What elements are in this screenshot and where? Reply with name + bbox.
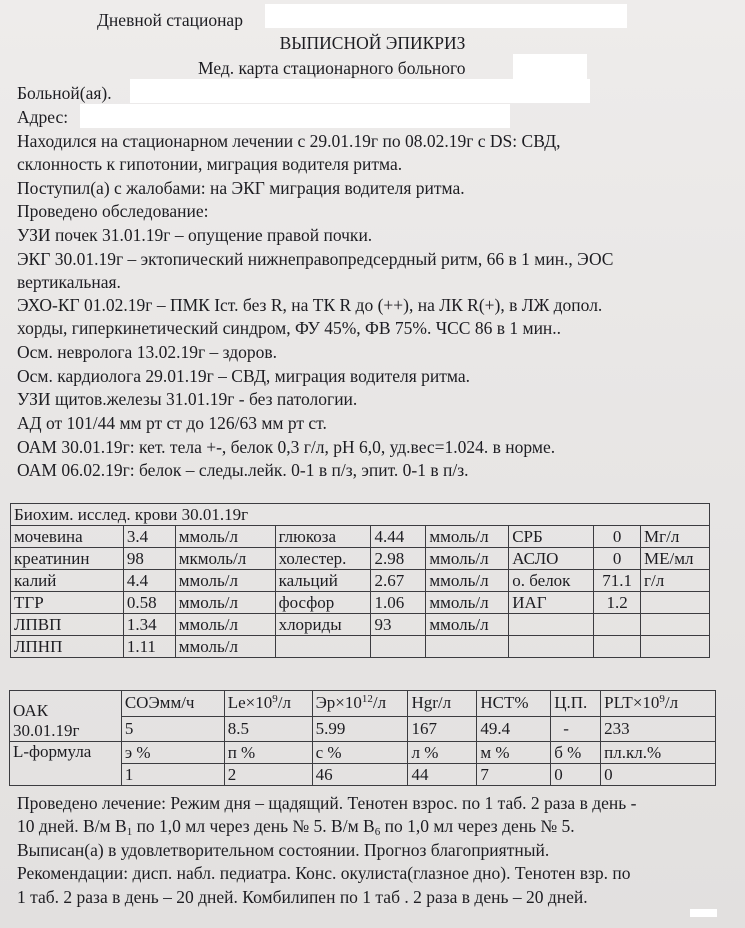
table-cell: 1.11 bbox=[123, 636, 175, 658]
redaction-corner bbox=[690, 909, 717, 917]
ecg-line-2: вертикальная. bbox=[17, 272, 121, 292]
table-cell: 44 bbox=[408, 764, 477, 786]
table-cell: кальций bbox=[275, 570, 371, 592]
table-cell: СРБ bbox=[509, 526, 594, 548]
table-cell: ТГР bbox=[11, 592, 124, 614]
recommendations-line-1: Рекомендации: дисп. набл. педиатра. Конс. окулиста(глазное дно). Тенотен взр. по bbox=[17, 863, 631, 883]
table-cell: 1.34 bbox=[123, 614, 175, 636]
table-cell: ИАГ bbox=[509, 592, 594, 614]
treatment-line-2-c: по 1,0 мл через день № 5. bbox=[380, 816, 575, 836]
table-cell: 46 bbox=[312, 764, 408, 786]
table-cell bbox=[426, 636, 509, 658]
treatment-line-2-a: 10 дней. В/м В bbox=[17, 816, 127, 836]
header-cp: Ц.П. bbox=[551, 691, 601, 717]
table-cell: 233 bbox=[601, 716, 716, 742]
table-cell: хлориды bbox=[275, 614, 371, 636]
table-cell: ммоль/л bbox=[175, 570, 275, 592]
stay-line-2: склонность к гипотонии, миграция водителя ритма. bbox=[17, 154, 403, 174]
urinalysis-line-2: ОАМ 06.02.19г: белок – следы.лейк. 0-1 в п/з, эпит. 0-1 в п/з. bbox=[17, 460, 469, 480]
table-cell: 8.5 bbox=[224, 716, 312, 742]
table-row bbox=[11, 570, 710, 592]
exam-header: Проведено обследование: bbox=[17, 201, 209, 221]
table-cell: ммоль/л bbox=[426, 526, 509, 548]
table-cell bbox=[509, 614, 594, 636]
oak-label: ОАК bbox=[13, 701, 49, 720]
redaction-patient-name bbox=[130, 79, 590, 103]
header-plt-unit: /л bbox=[664, 693, 679, 713]
biochemistry-table bbox=[10, 503, 710, 658]
table-row bbox=[11, 614, 710, 636]
treatment-line-2 bbox=[17, 816, 575, 836]
medical-card-label: Мед. карта стационарного больного bbox=[198, 58, 466, 78]
table-cell: МЕ/мл bbox=[641, 548, 710, 570]
table-cell: 1.06 bbox=[371, 592, 426, 614]
table-cell: пл.кл.% bbox=[601, 742, 716, 764]
header-le-unit: /л bbox=[277, 693, 291, 713]
table-cell: ммоль/л bbox=[175, 614, 275, 636]
kidney-ultrasound-line: УЗИ почек 31.01.19г – опущение правой почки. bbox=[17, 225, 373, 245]
header-hgr: Hgr/л bbox=[408, 691, 477, 717]
table-cell: ммоль/л bbox=[426, 614, 509, 636]
oak-label-cell bbox=[10, 691, 122, 742]
table-cell: г/л bbox=[641, 570, 710, 592]
cardiologist-line: Осм. кардиолога 29.01.19г – СВД, миграция водителя ритма. bbox=[17, 366, 471, 386]
institution-name: Дневной стационар bbox=[97, 10, 243, 30]
header-plt bbox=[601, 691, 716, 717]
table-cell bbox=[641, 614, 710, 636]
table-cell: - bbox=[551, 716, 601, 742]
table-cell bbox=[594, 636, 641, 658]
table-cell: ммоль/л bbox=[426, 570, 509, 592]
header-hct: НСТ% bbox=[477, 691, 551, 717]
table-cell: 7 bbox=[477, 764, 551, 786]
recommendations-line-2: 1 таб. 2 раза в день – 20 дней. Комбилипен по 1 таб . 2 раза в день – 20 дней. bbox=[17, 887, 588, 907]
table-cell: ЛПВП bbox=[11, 614, 124, 636]
table-cell: Мг/л bbox=[641, 526, 710, 548]
header-plt-exp: 9 bbox=[659, 693, 665, 706]
table-cell: 71.1 bbox=[594, 570, 641, 592]
table-cell: 0.58 bbox=[123, 592, 175, 614]
table-cell: 5 bbox=[121, 716, 224, 742]
patient-name-label: Больной(ая). bbox=[17, 83, 112, 103]
table-cell: 1.2 bbox=[594, 592, 641, 614]
table-cell: 49.4 bbox=[477, 716, 551, 742]
table-cell: ммоль/л bbox=[426, 548, 509, 570]
thyroid-line: УЗИ щитов.железы 31.01.19г - без патологии. bbox=[17, 389, 358, 409]
treatment-sub-2: 6 bbox=[374, 826, 381, 838]
address-label: Адрес: bbox=[17, 107, 69, 127]
table-cell: п % bbox=[224, 742, 312, 764]
table-cell: о. белок bbox=[509, 570, 594, 592]
complaints-line: Поступил(а) с жалобами: на ЭКГ миграция водителя ритма. bbox=[17, 178, 465, 198]
table-cell: ммоль/л bbox=[426, 592, 509, 614]
table-cell: холестер. bbox=[275, 548, 371, 570]
header-er-text: Эр×10 bbox=[315, 693, 362, 713]
table-cell: ммоль/л bbox=[175, 636, 275, 658]
table-cell: 0 bbox=[594, 526, 641, 548]
table-cell: м % bbox=[477, 742, 551, 764]
table-cell: креатинин bbox=[11, 548, 124, 570]
table-cell: ммоль/л bbox=[175, 526, 275, 548]
table-cell: ммоль/л bbox=[175, 592, 275, 614]
table-cell: 2 bbox=[224, 764, 312, 786]
neurologist-line: Осм. невролога 13.02.19г – здоров. bbox=[17, 342, 278, 362]
table-cell: 2.67 bbox=[371, 570, 426, 592]
table-cell bbox=[509, 636, 594, 658]
table-cell: 98 bbox=[123, 548, 175, 570]
table-cell bbox=[641, 636, 710, 658]
stay-line-1: Находился на стационарном лечении с 29.01.19г по 08.02.19г с DS: СВД, bbox=[17, 131, 561, 151]
table-cell: АСЛО bbox=[509, 548, 594, 570]
table-cell: 4.4 bbox=[123, 570, 175, 592]
treatment-line-2-b: по 1,0 мл через день № 5. В/м В bbox=[132, 816, 375, 836]
table-cell: калий bbox=[11, 570, 124, 592]
header-le bbox=[224, 691, 312, 717]
table-row bbox=[11, 592, 710, 614]
table-cell: л % bbox=[408, 742, 477, 764]
echo-line-1: ЭХО-КГ 01.02.19г – ПМК Iст. без R, на ТК R до (++), на ЛК R(+), в ЛЖ допол. bbox=[17, 295, 603, 315]
table-cell: 2.98 bbox=[371, 548, 426, 570]
formula-label: L-формула bbox=[10, 742, 122, 786]
redaction-address bbox=[80, 104, 510, 128]
header-soe: СОЭмм/ч bbox=[121, 691, 224, 717]
table-cell: глюкоза bbox=[275, 526, 371, 548]
document-title: ВЫПИСНОЙ ЭПИКРИЗ bbox=[279, 33, 466, 53]
table-cell: 3.4 bbox=[123, 526, 175, 548]
treatment-line-1: Проведено лечение: Режим дня – щадящий. Тенотен взрос. по 1 таб. 2 раза в день - bbox=[17, 793, 637, 813]
header-le-exp: 9 bbox=[272, 693, 278, 706]
biochemistry-title-row bbox=[11, 504, 710, 526]
discharge-line: Выписан(а) в удовлетворительном состоянии. Прогноз благоприятный. bbox=[17, 840, 550, 860]
table-cell: 167 bbox=[408, 716, 477, 742]
table-cell: ЛПНП bbox=[11, 636, 124, 658]
header-er-exp: 12 bbox=[361, 693, 373, 706]
header-le-text: Le×10 bbox=[227, 693, 273, 713]
table-cell bbox=[594, 614, 641, 636]
table-cell: б % bbox=[551, 742, 601, 764]
table-cell: 1 bbox=[121, 764, 224, 786]
header-plt-text: PLT×10 bbox=[604, 693, 660, 713]
treatment-sub-1: 1 bbox=[126, 826, 133, 838]
table-row bbox=[10, 742, 716, 764]
oak-date: 30.01.19г bbox=[13, 721, 80, 740]
table-row bbox=[10, 691, 716, 717]
urinalysis-line-1: ОАМ 30.01.19г: кет. тела +-, белок 0,3 г/л, pH 6,0, уд.вес=1.024. в норме. bbox=[17, 437, 556, 457]
header-er bbox=[312, 691, 408, 717]
table-row bbox=[11, 636, 710, 658]
header-er-unit: /л bbox=[372, 693, 387, 713]
redaction-card-number bbox=[513, 54, 587, 80]
table-cell: мочевина bbox=[11, 526, 124, 548]
table-cell: 93 bbox=[371, 614, 426, 636]
ecg-line-1: ЭКГ 30.01.19г – эктопический нижнеправопредсердный ритм, 66 в 1 мин., ЭОС bbox=[17, 249, 614, 269]
redaction-institution bbox=[265, 4, 627, 28]
table-cell: 0 bbox=[601, 764, 716, 786]
table-cell: 4.44 bbox=[371, 526, 426, 548]
table-cell: фосфор bbox=[275, 592, 371, 614]
blood-pressure-line: АД от 101/44 мм рт ст до 126/63 мм рт ст. bbox=[17, 413, 327, 433]
biochemistry-title: Биохим. исслед. крови 30.01.19г bbox=[11, 504, 710, 526]
table-row bbox=[11, 526, 710, 548]
table-cell: с % bbox=[312, 742, 408, 764]
table-cell bbox=[641, 592, 710, 614]
table-cell: 5.99 bbox=[312, 716, 408, 742]
table-row bbox=[11, 548, 710, 570]
table-cell: мкмоль/л bbox=[175, 548, 275, 570]
table-cell bbox=[275, 636, 371, 658]
table-cell bbox=[371, 636, 426, 658]
table-cell: 0 bbox=[551, 764, 601, 786]
blood-count-table bbox=[9, 690, 716, 786]
table-cell: э % bbox=[121, 742, 224, 764]
table-cell: 0 bbox=[594, 548, 641, 570]
echo-line-2: хорды, гиперкинетический синдром, ФУ 45%, ФВ 75%. ЧСС 86 в 1 мин.. bbox=[17, 318, 562, 338]
